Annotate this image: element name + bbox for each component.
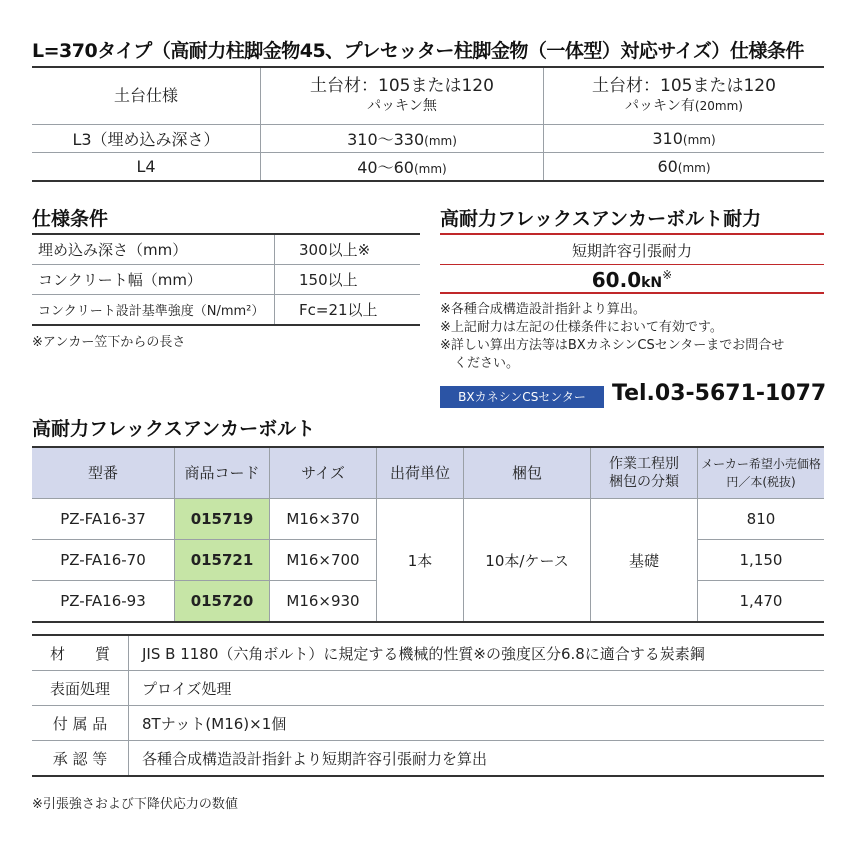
row-label: L4 <box>32 153 261 182</box>
spec-value: 150以上 <box>275 265 421 295</box>
material-key: 承 認 等 <box>32 741 129 777</box>
header-no-packing <box>261 67 544 125</box>
header-category-2: 梱包の分類 <box>609 474 679 490</box>
material-value: 8Tナット(M16)×1個 <box>129 706 825 741</box>
table-row <box>32 234 420 265</box>
spec-table <box>32 233 420 326</box>
header-packing-none: パッキン無 <box>367 98 437 114</box>
header-model: 型番 <box>32 447 175 499</box>
header-packing-sub: (20mm) <box>694 99 743 113</box>
strength-mark: ※ <box>662 268 673 282</box>
cell-model: PZ-FA16-93 <box>32 581 175 623</box>
row-unit: (mm) <box>424 134 457 148</box>
row-value-number: 60 <box>657 157 678 176</box>
header-size: サイズ <box>270 447 377 499</box>
spec-label: 埋め込み深さ（mm） <box>32 234 275 265</box>
cell-size: M16×370 <box>270 499 377 540</box>
cell-packing: 10本/ケース <box>464 499 591 623</box>
row-unit: (mm) <box>677 161 711 175</box>
material-table <box>32 634 824 777</box>
cell-price: 810 <box>698 499 825 540</box>
spec-value: Fc=21以上 <box>275 295 421 326</box>
strength-label: 短期許容引張耐力 <box>571 242 692 260</box>
row-value <box>261 153 544 182</box>
table-row <box>32 125 824 153</box>
strength-value-box <box>440 268 824 292</box>
row-unit: (mm) <box>413 162 447 176</box>
header-material-2: 土台材：105または120 <box>592 76 776 96</box>
header-category <box>591 447 698 499</box>
telephone: Tel.03-5671-1077 <box>612 381 827 406</box>
material-value: プロイズ処理 <box>129 671 825 706</box>
cell-price: 1,150 <box>698 540 825 581</box>
strength-top-line <box>440 233 824 235</box>
header-price-1: メーカー希望小売価格 <box>701 457 821 471</box>
header-foundation: 土台仕様 <box>32 67 261 125</box>
table-row <box>32 671 824 706</box>
strength-title: 高耐力フレックスアンカーボルト耐力 <box>440 208 762 230</box>
header-category-1: 作業工程別 <box>609 456 679 472</box>
table-row <box>32 153 824 182</box>
row-value <box>544 125 825 153</box>
product-title: 高耐力フレックスアンカーボルト <box>32 418 316 440</box>
table-row <box>32 706 824 741</box>
material-value: 各種合成構造設計指針より短期許容引張耐力を算出 <box>129 741 825 777</box>
row-value-number: 310〜330 <box>347 130 425 149</box>
row-label: L3（埋め込み深さ） <box>32 125 261 153</box>
strength-mid-line <box>440 264 824 265</box>
table-row <box>32 635 824 671</box>
page-title: L=370タイプ（高耐力柱脚金物45、プレセッター柱脚金物（一体型）対応サイズ）仕様条件 <box>32 40 804 62</box>
header-packing: 梱包 <box>464 447 591 499</box>
cs-center-label: BXカネシンCSセンター <box>440 386 604 408</box>
header-material-1: 土台材：105または120 <box>310 76 494 96</box>
spec-label: コンクリート設計基準強度（N/mm²） <box>32 295 275 326</box>
strength-note: ※詳しい算出方法等はBXカネシンCSセンターまでお問合せ <box>440 338 785 353</box>
cell-code: 015721 <box>175 540 270 581</box>
spec-note: ※アンカー笠下からの長さ <box>32 335 186 350</box>
header-packing-with: パッキン有 <box>625 98 695 114</box>
cell-size: M16×700 <box>270 540 377 581</box>
material-key: 材 質 <box>32 635 129 671</box>
spec-label: コンクリート幅（mm） <box>32 265 275 295</box>
material-key: 表面処理 <box>32 671 129 706</box>
header-price-2: 円／本(税抜) <box>726 475 796 489</box>
strength-value: 60.0 <box>591 268 642 292</box>
footnote: ※引張強さおよび下降伏応力の数値 <box>32 797 238 812</box>
table-row <box>32 741 824 777</box>
table-row <box>32 295 420 326</box>
cell-price: 1,470 <box>698 581 825 623</box>
cell-code: 015720 <box>175 581 270 623</box>
table-row <box>32 265 420 295</box>
table-row <box>32 499 824 540</box>
cell-size: M16×930 <box>270 581 377 623</box>
row-value-number: 310 <box>652 129 683 148</box>
cell-category: 基礎 <box>591 499 698 623</box>
row-value <box>544 153 825 182</box>
product-table <box>32 446 824 623</box>
cell-model: PZ-FA16-37 <box>32 499 175 540</box>
foundation-spec-table <box>32 66 824 182</box>
header-unit: 出荷単位 <box>377 447 464 499</box>
cell-unit: 1本 <box>377 499 464 623</box>
strength-bottom-line <box>440 292 824 294</box>
strength-note: ※各種合成構造設計指針より算出。 <box>440 302 646 317</box>
strength-note: ください。 <box>454 356 520 371</box>
cell-model: PZ-FA16-70 <box>32 540 175 581</box>
row-unit: (mm) <box>682 133 716 147</box>
material-value: JIS B 1180（六角ボルト）に規定する機械的性質※の強度区分6.8に適合する炭素鋼 <box>129 635 825 671</box>
spec-value: 300以上※ <box>275 234 421 265</box>
cell-code: 015719 <box>175 499 270 540</box>
strength-note: ※上記耐力は左記の仕様条件において有効です。 <box>440 320 723 335</box>
spec-title: 仕様条件 <box>32 208 109 230</box>
strength-unit: kN <box>641 275 663 291</box>
header-price <box>698 447 825 499</box>
material-key: 付 属 品 <box>32 706 129 741</box>
row-value <box>261 125 544 153</box>
header-with-packing <box>544 67 825 125</box>
header-code: 商品コード <box>175 447 270 499</box>
row-value-number: 40〜60 <box>357 158 414 177</box>
strength-notes <box>440 301 784 373</box>
